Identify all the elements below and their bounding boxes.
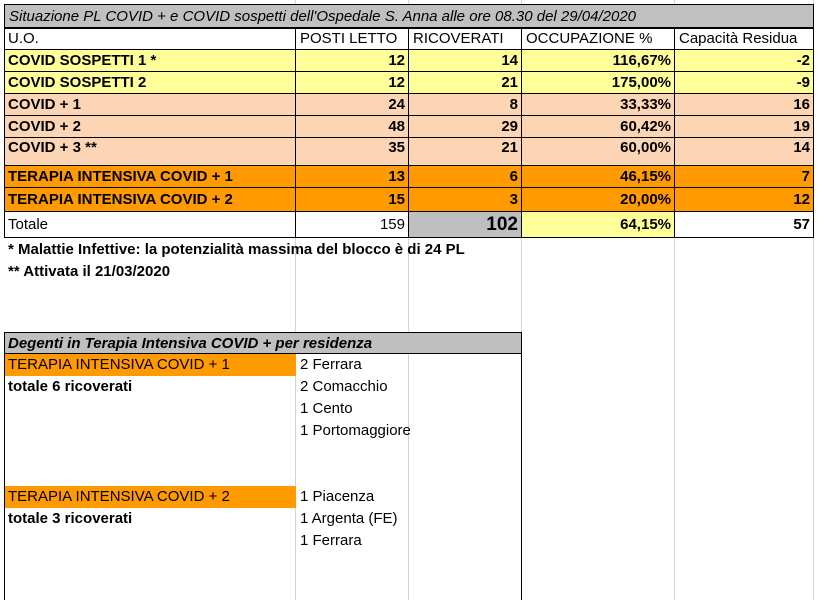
cell-ricoverati[interactable]: 14 [409, 50, 522, 72]
cell-ricoverati[interactable]: 29 [409, 116, 522, 138]
header-posti-letto[interactable]: POSTI LETTO [300, 30, 398, 47]
cell-occupazione[interactable]: 116,67% [522, 50, 675, 72]
cell-ricoverati[interactable]: 21 [409, 72, 522, 94]
cell-posti-letto[interactable]: 12 [296, 50, 409, 72]
cell-posti-letto[interactable]: 13 [296, 166, 409, 188]
cell-uo[interactable]: COVID SOSPETTI 1 * [4, 50, 296, 72]
ti1-place-1[interactable]: 2 Ferrara [300, 356, 362, 373]
ti1-place-2[interactable]: 2 Comacchio [300, 378, 388, 395]
header-capacita-residua[interactable]: Capacità Residua [679, 30, 798, 47]
cell-capacita-residua[interactable]: 19 [675, 116, 814, 138]
cell-uo[interactable]: COVID + 1 [4, 94, 296, 116]
totale-label[interactable]: Totale [8, 216, 49, 233]
cell-occupazione[interactable]: 175,00% [522, 72, 675, 94]
ti2-total[interactable]: totale 3 ricoverati [8, 510, 133, 527]
cell-capacita-residua[interactable]: 16 [675, 94, 814, 116]
cell-uo[interactable]: COVID + 3 ** [4, 138, 296, 166]
cell-ricoverati[interactable]: 21 [409, 138, 522, 166]
ti1-unit[interactable]: TERAPIA INTENSIVA COVID + 1 [4, 354, 296, 376]
ti2-place-1[interactable]: 1 Piacenza [300, 488, 375, 505]
cell-occupazione[interactable]: 46,15% [522, 166, 675, 188]
cell-uo[interactable]: COVID + 2 [4, 116, 296, 138]
cell-ricoverati[interactable]: 3 [409, 188, 522, 212]
cell-uo[interactable]: TERAPIA INTENSIVA COVID + 2 [4, 188, 296, 212]
residenza-title[interactable]: Degenti in Terapia Intensiva COVID + per residenza [4, 332, 522, 354]
cell-ricoverati[interactable]: 8 [409, 94, 522, 116]
ti2-place-3[interactable]: 1 Ferrara [300, 532, 362, 549]
cell-posti-letto[interactable]: 48 [296, 116, 409, 138]
ti1-total[interactable]: totale 6 ricoverati [8, 378, 133, 395]
cell-capacita-residua[interactable]: -9 [675, 72, 814, 94]
ti1-place-4[interactable]: 1 Portomaggiore [300, 422, 411, 439]
totale-ricoverati[interactable]: 102 [409, 212, 522, 237]
cell-occupazione[interactable]: 60,00% [522, 138, 675, 166]
cell-capacita-residua[interactable]: 7 [675, 166, 814, 188]
header-occupazione[interactable]: OCCUPAZIONE % [526, 30, 653, 47]
ti1-place-3[interactable]: 1 Cento [300, 400, 353, 417]
cell-ricoverati[interactable]: 6 [409, 166, 522, 188]
cell-capacita-residua[interactable]: 14 [675, 138, 814, 166]
cell-occupazione[interactable]: 33,33% [522, 94, 675, 116]
cell-occupazione[interactable]: 60,42% [522, 116, 675, 138]
cell-uo[interactable]: TERAPIA INTENSIVA COVID + 1 [4, 166, 296, 188]
totale-capacita[interactable]: 57 [793, 216, 810, 233]
totale-posti[interactable]: 159 [379, 216, 405, 233]
cell-posti-letto[interactable]: 15 [296, 188, 409, 212]
note-malattie-infettive[interactable]: * Malattie Infettive: la potenzialità massima del blocco è di 24 PL [8, 241, 465, 258]
cell-capacita-residua[interactable]: 12 [675, 188, 814, 212]
ti2-unit[interactable]: TERAPIA INTENSIVA COVID + 2 [4, 486, 296, 508]
cell-occupazione[interactable]: 20,00% [522, 188, 675, 212]
cell-posti-letto[interactable]: 12 [296, 72, 409, 94]
totale-occupazione[interactable]: 64,15% [522, 212, 675, 237]
cell-uo[interactable]: COVID SOSPETTI 2 [4, 72, 296, 94]
cell-posti-letto[interactable]: 24 [296, 94, 409, 116]
sheet-title[interactable]: Situazione PL COVID + e COVID sospetti dell'Ospedale S. Anna alle ore 08.30 del 29/04/2020 [4, 4, 814, 28]
cell-posti-letto[interactable]: 35 [296, 138, 409, 166]
note-attivata[interactable]: ** Attivata il 21/03/2020 [8, 263, 171, 280]
header-ricoverati[interactable]: RICOVERATI [413, 30, 504, 47]
cell-capacita-residua[interactable]: -2 [675, 50, 814, 72]
ti2-place-2[interactable]: 1 Argenta (FE) [300, 510, 398, 527]
header-uo[interactable]: U.O. [8, 30, 39, 47]
